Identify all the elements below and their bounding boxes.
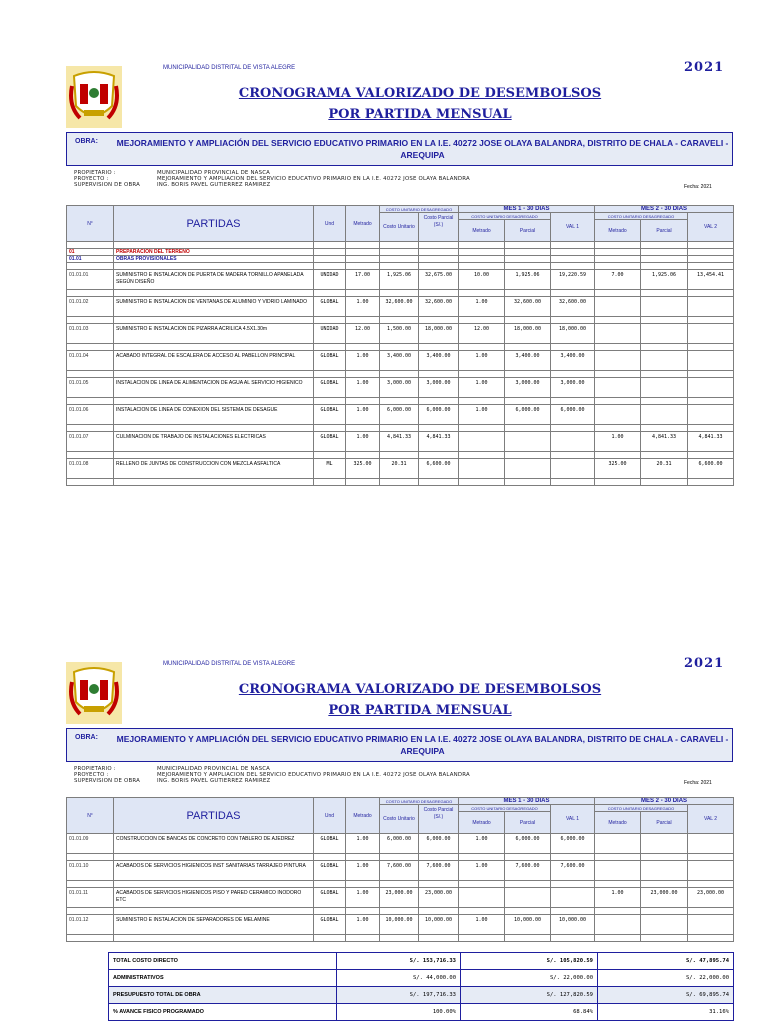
item-metrado: 1.00 [346, 915, 380, 935]
supervision-line: SUPERVISION DE OBRA ING. BORIS PAVEL GUTIERREZ RAMIREZ [74, 778, 271, 784]
totals-total: S/. 197,716.33 [337, 987, 461, 1004]
item-cp: 3,000.00 [419, 378, 459, 398]
col-mes1-metrado: Metrado [459, 812, 505, 834]
item-metrado: 1.00 [346, 405, 380, 425]
item-m1-met: 1.00 [459, 915, 505, 935]
item-code: 01.01.08 [67, 459, 114, 479]
col-metrado: Metrado [346, 798, 380, 834]
item-val1: 19,220.59 [551, 270, 595, 290]
item-cp: 32,675.00 [419, 270, 459, 290]
item-code: 01.01.11 [67, 888, 114, 908]
item-cp: 18,000.00 [419, 324, 459, 344]
item-val1: 18,000.00 [551, 324, 595, 344]
totals-mes2: S/. 47,895.74 [598, 953, 734, 970]
item-m2-met [595, 297, 641, 317]
table-row [67, 459, 734, 479]
item-m1-met: 12.00 [459, 324, 505, 344]
item-m2-par [641, 378, 688, 398]
municipality-name: MUNICIPALIDAD DISTRITAL DE VISTA ALEGRE [163, 65, 296, 71]
year-label: 2021 [684, 656, 725, 671]
item-metrado: 325.00 [346, 459, 380, 479]
item-m1-par [505, 432, 551, 452]
item-und: UNIDAD [314, 324, 346, 344]
item-m2-met [595, 324, 641, 344]
col-partidas: PARTIDAS [114, 798, 314, 834]
item-m2-met: 1.00 [595, 432, 641, 452]
table-row-blank [67, 263, 734, 270]
col-mes1-cu: COSTO UNITARIO DESAGREGADO [459, 213, 551, 220]
item-cp: 3,400.00 [419, 351, 459, 371]
totals-row [109, 1004, 734, 1021]
item-cp: 32,600.00 [419, 297, 459, 317]
table-row-blank [67, 242, 734, 249]
item-val1 [551, 888, 595, 908]
item-cu: 6,000.00 [380, 405, 419, 425]
item-m2-met [595, 378, 641, 398]
item-cp: 6,000.00 [419, 834, 459, 854]
col-mes2-parcial: Parcial [641, 220, 688, 242]
table-row-blank [67, 908, 734, 915]
item-val2: 6,600.00 [688, 459, 734, 479]
item-description: INSTALACION DE LINEA DE ALIMENTACION DE AGUA AL SERVICIO HIGIENICO [114, 378, 314, 398]
table-row-blank [67, 479, 734, 486]
item-m2-met: 7.00 [595, 270, 641, 290]
col-mes1-parcial: Parcial [505, 220, 551, 242]
col-mes2-cu: COSTO UNITARIO DESAGREGADO [595, 805, 688, 812]
col-n: N° [67, 206, 114, 242]
item-val2 [688, 915, 734, 935]
table-row-blank [67, 935, 734, 942]
section-label: OBRAS PROVISIONALES [114, 256, 314, 263]
item-m1-met: 1.00 [459, 861, 505, 881]
item-m2-par [641, 351, 688, 371]
item-m2-met [595, 405, 641, 425]
item-val2 [688, 405, 734, 425]
table-row [67, 297, 734, 317]
item-val2: 23,000.00 [688, 888, 734, 908]
item-code: 01.01.01 [67, 270, 114, 290]
col-mes2-cu: COSTO UNITARIO DESAGREGADO [595, 213, 688, 220]
col-mes1-metrado: Metrado [459, 220, 505, 242]
item-cp: 6,600.00 [419, 459, 459, 479]
item-cu: 1,500.00 [380, 324, 419, 344]
doc-title: CRONOGRAMA VALORIZADO DE DESEMBOLSOS [238, 682, 602, 697]
fecha-label: Fecha: 2021 [684, 184, 712, 190]
item-m1-par: 32,600.00 [505, 297, 551, 317]
totals-row [109, 953, 734, 970]
table-row-blank [67, 317, 734, 324]
col-mes1-parcial: Parcial [505, 812, 551, 834]
item-m2-met [595, 834, 641, 854]
totals-total: S/. 153,716.33 [337, 953, 461, 970]
item-m2-met: 1.00 [595, 888, 641, 908]
item-cp: 6,000.00 [419, 405, 459, 425]
doc-subtitle: POR PARTIDA MENSUAL [328, 703, 512, 718]
item-m1-par: 1,925.06 [505, 270, 551, 290]
item-m1-par [505, 459, 551, 479]
col-und: Und [314, 798, 346, 834]
item-code: 01.01.06 [67, 405, 114, 425]
totals-row [109, 987, 734, 1004]
item-m2-par: 1,925.06 [641, 270, 688, 290]
item-m1-par: 3,400.00 [505, 351, 551, 371]
totals-label: ADMINISTRATIVOS [109, 970, 337, 987]
item-val2: 4,841.33 [688, 432, 734, 452]
item-m2-par [641, 324, 688, 344]
table-row [67, 270, 734, 290]
item-cu: 10,000.00 [380, 915, 419, 935]
table-row [67, 915, 734, 935]
totals-label: PRESUPUESTO TOTAL DE OBRA [109, 987, 337, 1004]
item-metrado: 12.00 [346, 324, 380, 344]
obra-text: MEJORAMIENTO Y AMPLIACIÓN DEL SERVICIO EDUCATIVO PRIMARIO EN LA I.E. 40272 JOSE OLAYA BALANDRA, DISTRITO DE CHALA - CARAVELI - AREQUIPA [116, 734, 729, 756]
item-description: CONSTRUCCION DE BANCAS DE CONCRETO CON TABLERO DE AJEDREZ [114, 834, 314, 854]
totals-label: % AVANCE FISICO PROGRAMADO [109, 1004, 337, 1021]
item-code: 01.01.05 [67, 378, 114, 398]
totals-label: TOTAL COSTO DIRECTO [109, 953, 337, 970]
item-m2-par: 23,000.00 [641, 888, 688, 908]
col-costo-parcial: Costo Parcial (S/.) [419, 213, 459, 242]
col-und: Und [314, 206, 346, 242]
item-metrado: 1.00 [346, 351, 380, 371]
item-m1-met: 1.00 [459, 405, 505, 425]
col-costo: Costo Unitario [380, 213, 419, 242]
item-metrado: 1.00 [346, 432, 380, 452]
item-m1-par: 10,000.00 [505, 915, 551, 935]
item-und: GLOBAL [314, 378, 346, 398]
item-val2 [688, 324, 734, 344]
obra-text: MEJORAMIENTO Y AMPLIACIÓN DEL SERVICIO EDUCATIVO PRIMARIO EN LA I.E. 40272 JOSE OLAYA BALANDRA, DISTRITO DE CHALA - CARAVELI - AREQUIPA [116, 138, 729, 160]
col-mes2: MES 2 - 30 DIAS [595, 206, 734, 213]
propietario-line: PROPIETARIO : MUNICIPALIDAD PROVINCIAL DE NASCA [74, 766, 271, 772]
col-val2: VAL 2 [688, 213, 734, 242]
item-m2-par [641, 405, 688, 425]
table-row [67, 378, 734, 398]
item-m1-par: 7,600.00 [505, 861, 551, 881]
item-m2-par [641, 297, 688, 317]
item-m1-met [459, 432, 505, 452]
totals-mes1: 68.84% [461, 1004, 598, 1021]
item-m1-par: 18,000.00 [505, 324, 551, 344]
item-cu: 23,000.00 [380, 888, 419, 908]
col-metrado: Metrado [346, 206, 380, 242]
item-val2: 13,454.41 [688, 270, 734, 290]
obra-box [66, 132, 733, 166]
fecha-label: Fecha: 2021 [684, 780, 712, 786]
item-val1: 32,600.00 [551, 297, 595, 317]
item-description: RELLENO DE JUNTAS DE CONSTRUCCION CON MEZCLA ASFALTICA [114, 459, 314, 479]
item-m2-met: 325.00 [595, 459, 641, 479]
table-row-blank [67, 371, 734, 378]
item-description: ACABADOS DE SERVICIOS HIGIENICOS PISO Y PARED CERAMICO INODORO ETC [114, 888, 314, 908]
col-partidas: PARTIDAS [114, 206, 314, 242]
item-m2-met [595, 915, 641, 935]
totals-mes2: S/. 22,000.00 [598, 970, 734, 987]
item-m1-par: 6,000.00 [505, 405, 551, 425]
item-m1-par: 6,000.00 [505, 834, 551, 854]
page-1 [0, 0, 768, 490]
totals-total: S/. 44,000.00 [337, 970, 461, 987]
year-label: 2021 [684, 60, 725, 75]
item-m2-met [595, 351, 641, 371]
table-row-blank [67, 290, 734, 297]
item-code: 01.01.04 [67, 351, 114, 371]
item-cu: 4,841.33 [380, 432, 419, 452]
item-description: SUMINISTRO E INSTALACION DE PIZARRA ACRILICA 4.5X1.30m [114, 324, 314, 344]
col-val2: VAL 2 [688, 805, 734, 834]
item-m1-met: 1.00 [459, 351, 505, 371]
table-row [67, 861, 734, 881]
item-description: INSTALACION DE LINEA DE CONEXION DEL SISTEMA DE DESAGUE [114, 405, 314, 425]
item-cu: 3,400.00 [380, 351, 419, 371]
item-description: SUMINISTRO E INSTALACION DE VENTANAS DE ALUMINIO Y VIDRIO LAMINADO [114, 297, 314, 317]
item-description: SUMINISTRO E INSTALACION DE SEPARADORES DE MELAMINE [114, 915, 314, 935]
proyecto-line: PROYECTO : MEJORAMIENTO Y AMPLIACION DEL SERVICIO EDUCATIVO PRIMARIO EN LA I.E. 40272 JOSE OLAYA BALANDRA [74, 772, 470, 778]
item-metrado: 1.00 [346, 888, 380, 908]
item-code: 01.01.03 [67, 324, 114, 344]
col-val1: VAL 1 [551, 805, 595, 834]
item-m2-par: 20.31 [641, 459, 688, 479]
item-cu: 3,000.00 [380, 378, 419, 398]
totals-mes2: S/. 69,895.74 [598, 987, 734, 1004]
item-cu: 20.31 [380, 459, 419, 479]
col-mes1: MES 1 - 30 DIAS [459, 798, 595, 805]
item-und: UNIDAD [314, 270, 346, 290]
item-val2 [688, 351, 734, 371]
item-m2-met [595, 861, 641, 881]
item-cu: 6,000.00 [380, 834, 419, 854]
doc-title: CRONOGRAMA VALORIZADO DE DESEMBOLSOS [238, 86, 602, 101]
table-row-blank [67, 854, 734, 861]
item-m1-met: 1.00 [459, 297, 505, 317]
item-m1-par: 3,000.00 [505, 378, 551, 398]
item-val2 [688, 834, 734, 854]
table-row-blank [67, 452, 734, 459]
table-row [67, 888, 734, 908]
totals-mes1: S/. 22,000.00 [461, 970, 598, 987]
col-costo: Costo Unitario [380, 805, 419, 834]
section-row [67, 256, 734, 263]
item-m1-met [459, 459, 505, 479]
item-und: GLOBAL [314, 351, 346, 371]
item-val1: 6,000.00 [551, 834, 595, 854]
table-row-blank [67, 425, 734, 432]
section-code: 01.01 [67, 256, 114, 263]
totals-total: 100.00% [337, 1004, 461, 1021]
item-metrado: 17.00 [346, 270, 380, 290]
proyecto-line: PROYECTO : MEJORAMIENTO Y AMPLIACION DEL SERVICIO EDUCATIVO PRIMARIO EN LA I.E. 40272 JOSE OLAYA BALANDRA [74, 176, 470, 182]
item-val2 [688, 861, 734, 881]
item-val1 [551, 459, 595, 479]
item-m1-par [505, 888, 551, 908]
item-description: ACABADOS DE SERVICIOS HIGIENICOS INST SANITARIAS TARRAJEO PINTURA [114, 861, 314, 881]
item-und: GLOBAL [314, 432, 346, 452]
item-m1-met: 1.00 [459, 834, 505, 854]
item-code: 01.01.12 [67, 915, 114, 935]
item-m2-par [641, 915, 688, 935]
col-costo-parcial: Costo Parcial (S/.) [419, 805, 459, 834]
item-code: 01.01.09 [67, 834, 114, 854]
obra-label: OBRA: [75, 734, 98, 741]
item-metrado: 1.00 [346, 378, 380, 398]
table-row [67, 432, 734, 452]
col-val1: VAL 1 [551, 213, 595, 242]
item-description: CULMINACION DE TRABAJO DE INSTALACIONES ELECTRICAS [114, 432, 314, 452]
table-row-blank [67, 398, 734, 405]
table-row [67, 405, 734, 425]
col-mes2-metrado: Metrado [595, 812, 641, 834]
item-cp: 4,841.33 [419, 432, 459, 452]
col-mes2-metrado: Metrado [595, 220, 641, 242]
item-und: GLOBAL [314, 834, 346, 854]
item-cp: 23,000.00 [419, 888, 459, 908]
col-mes2-parcial: Parcial [641, 812, 688, 834]
item-und: GLOBAL [314, 297, 346, 317]
section-row [67, 249, 734, 256]
item-und: ML [314, 459, 346, 479]
item-val1 [551, 432, 595, 452]
table-row [67, 834, 734, 854]
table-row [67, 351, 734, 371]
totals-mes1: S/. 127,820.59 [461, 987, 598, 1004]
col-n: N° [67, 798, 114, 834]
item-metrado: 1.00 [346, 297, 380, 317]
col-mes1: MES 1 - 30 DIAS [459, 206, 595, 213]
item-m1-met: 10.00 [459, 270, 505, 290]
col-mes2: MES 2 - 30 DIAS [595, 798, 734, 805]
totals-mes2: 31.16% [598, 1004, 734, 1021]
item-und: GLOBAL [314, 405, 346, 425]
item-und: GLOBAL [314, 888, 346, 908]
col-mes1-cu: COSTO UNITARIO DESAGREGADO [459, 805, 551, 812]
item-val1: 7,600.00 [551, 861, 595, 881]
schedule-table [66, 205, 734, 486]
obra-box [66, 728, 733, 762]
item-m1-met: 1.00 [459, 378, 505, 398]
item-val1: 6,000.00 [551, 405, 595, 425]
obra-label: OBRA: [75, 138, 98, 145]
item-m1-met [459, 888, 505, 908]
propietario-line: PROPIETARIO : MUNICIPALIDAD PROVINCIAL DE NASCA [74, 170, 271, 176]
item-val1: 10,000.00 [551, 915, 595, 935]
doc-subtitle: POR PARTIDA MENSUAL [328, 107, 512, 122]
item-cp: 10,000.00 [419, 915, 459, 935]
item-val1: 3,400.00 [551, 351, 595, 371]
section-label: PREPARACION DEL TERRENO [114, 249, 314, 256]
table-row [67, 324, 734, 344]
item-und: GLOBAL [314, 915, 346, 935]
item-description: SUMINISTRO E INSTALACION DE PUERTA DE MADERA TORNILLO APANELADA SEGÚN DISEÑO [114, 270, 314, 290]
section-code: 01 [67, 249, 114, 256]
item-m2-par [641, 861, 688, 881]
item-cu: 7,600.00 [380, 861, 419, 881]
totals-table [108, 952, 734, 1021]
table-row-blank [67, 881, 734, 888]
totals-mes1: S/. 105,820.59 [461, 953, 598, 970]
col-costo-unitario: COSTO UNITARIO DESAGREGADO [380, 798, 459, 805]
item-val1: 3,000.00 [551, 378, 595, 398]
schedule-table [66, 797, 734, 942]
item-m2-par: 4,841.33 [641, 432, 688, 452]
municipal-crest-icon [66, 662, 122, 724]
item-code: 01.01.02 [67, 297, 114, 317]
totals-row [109, 970, 734, 987]
item-cp: 7,600.00 [419, 861, 459, 881]
item-cu: 32,600.00 [380, 297, 419, 317]
item-code: 01.01.07 [67, 432, 114, 452]
municipality-name: MUNICIPALIDAD DISTRITAL DE VISTA ALEGRE [163, 661, 296, 667]
item-metrado: 1.00 [346, 834, 380, 854]
supervision-line: SUPERVISION DE OBRA ING. BORIS PAVEL GUTIERREZ RAMIREZ [74, 182, 271, 188]
item-m2-par [641, 834, 688, 854]
item-cu: 1,925.06 [380, 270, 419, 290]
item-metrado: 1.00 [346, 861, 380, 881]
item-val2 [688, 378, 734, 398]
item-description: ACABADO INTEGRAL DE ESCALERA DE ACCESO AL PABELLON PRINCIPAL [114, 351, 314, 371]
item-code: 01.01.10 [67, 861, 114, 881]
item-und: GLOBAL [314, 861, 346, 881]
col-costo-unitario: COSTO UNITARIO DESAGREGADO [380, 206, 459, 213]
municipal-crest-icon [66, 66, 122, 128]
item-val2 [688, 297, 734, 317]
table-row-blank [67, 344, 734, 351]
